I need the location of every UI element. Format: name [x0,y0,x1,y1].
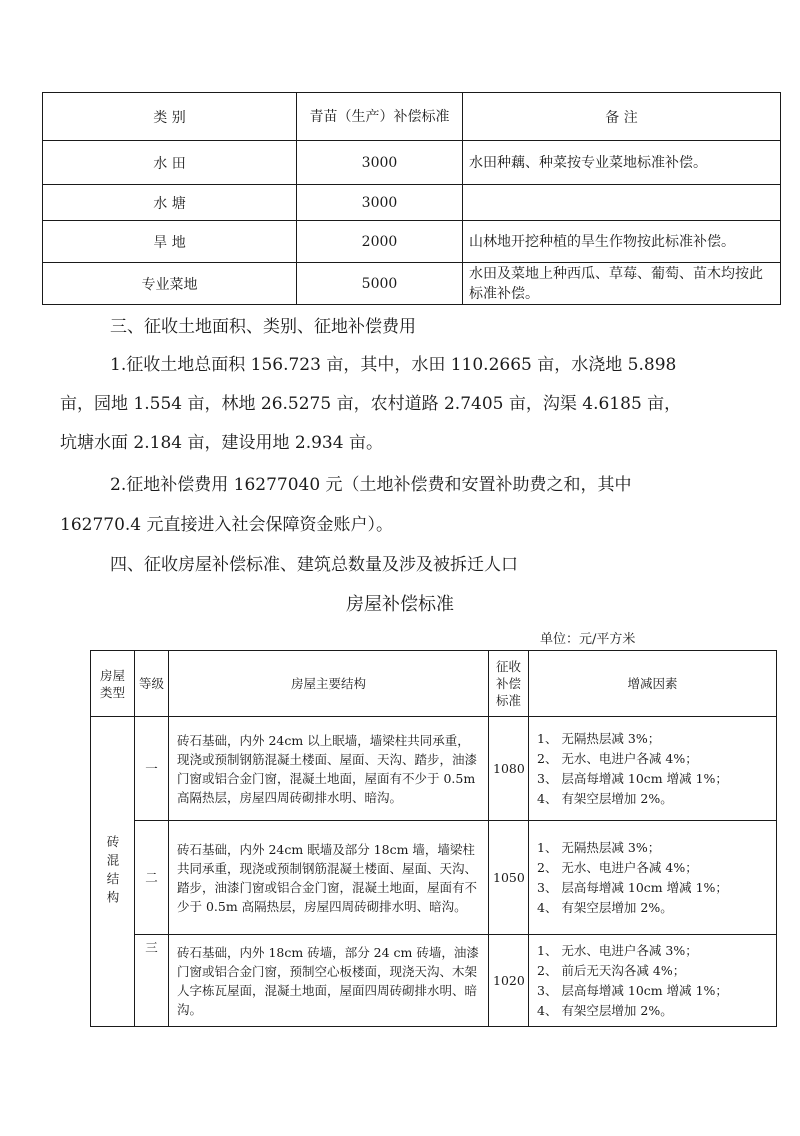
standard-cell: 3000 [297,185,463,221]
house-type-label: 砖混结构 [105,834,120,909]
factor-item: 3、 层高每增减 10cm 增减 1%； [537,982,728,998]
header-category: 类 别 [43,93,297,141]
header-factors: 增减因素 [529,651,777,717]
category-cell: 水 塘 [43,185,297,221]
table-row [91,821,777,935]
factors-cell [529,935,777,1027]
header-standard: 青苗（生产）补偿标准 [297,93,463,141]
section-3-heading: 三、征收土地面积、类别、征地补偿费用 [110,317,416,337]
header-house-type: 房屋类型 [91,651,135,717]
unit-label: 单位：元/平方米 [540,632,636,647]
paragraph-1-line: 1.征收土地总面积 156.723 亩，其中，水田 110.2665 亩，水浇地 5.898 [110,355,677,375]
standard-cell: 1080 [489,717,529,821]
section-4-heading: 四、征收房屋补偿标准、建筑总数量及涉及被拆迁人口 [110,555,518,575]
factor-item: 1、 无隔热层减 3%； [537,730,661,746]
table-header-row [91,651,777,717]
table-row [43,141,781,185]
standard-cell: 1020 [489,935,529,1027]
table-row [43,263,781,305]
factor-item: 3、 层高每增减 10cm 增减 1%； [537,879,728,895]
header-structure: 房屋主要结构 [169,651,489,717]
paragraph-2-line: 2.征地补偿费用 16277040 元（土地补偿费和安置补助费之和，其中 [110,475,632,495]
table-row [91,717,777,821]
table-row [43,185,781,221]
note-cell: 水田种藕、种菜按专业菜地标准补偿。 [463,141,781,185]
factor-item: 1、 无隔热层减 3%； [537,839,661,855]
paragraph-1-line: 亩，园地 1.554 亩，林地 26.5275 亩，农村道路 2.7405 亩，沟渠 4.6185 亩， [60,394,682,414]
factor-item: 2、 前后无天沟各减 4%； [537,962,686,978]
factors-cell [529,717,777,821]
house-type-cell [91,717,135,1027]
header-note: 备 注 [463,93,781,141]
factor-item: 2、 无水、电进户各减 4%； [537,750,698,766]
note-cell: 水田及菜地上种西瓜、草莓、葡萄、苗木均按此标准补偿。 [463,263,781,305]
standard-cell: 5000 [297,263,463,305]
paragraph-2-line: 162770.4 元直接进入社会保障资金账户）。 [60,515,394,535]
grade-cell: 二 [135,821,169,935]
table-header-row [43,93,781,141]
header-grade: 等级 [135,651,169,717]
factor-item: 4、 有架空层增加 2%。 [537,1002,673,1018]
standard-cell: 3000 [297,141,463,185]
structure-cell: 砖石基础，内外 24cm 眠墙及部分 18cm 墙，墙梁柱共同承重，现浇或预制钢筋混凝土楼面、屋面、天沟、踏步，油漆门窗或铝合金门窗，混凝土地面，屋面有不少于 0.5m 高隔热层，房屋四周砖砌排水明、暗沟。 [169,821,489,935]
category-cell: 专业菜地 [43,263,297,305]
factor-item: 4、 有架空层增加 2%。 [537,790,673,806]
house-table-title: 房屋补偿标准 [346,594,454,615]
grade-cell: 三 [135,935,169,1027]
factor-item: 1、 无水、电进户各减 3%； [537,942,698,958]
note-cell [463,185,781,221]
factor-item: 4、 有架空层增加 2%。 [537,899,673,915]
grade-cell: 一 [135,717,169,821]
standard-cell: 2000 [297,221,463,263]
house-compensation-table [90,650,777,1027]
category-cell: 旱 地 [43,221,297,263]
table-row [43,221,781,263]
factor-item: 2、 无水、电进户各减 4%； [537,859,698,875]
structure-cell: 砖石基础，内外 18cm 砖墙，部分 24 cm 砖墙，油漆门窗或铝合金门窗，预制空心板楼面，现浇天沟、木架人字栋瓦屋面，混凝土地面，屋面四周砖砌排水明、暗沟。 [169,935,489,1027]
standard-cell: 1050 [489,821,529,935]
factor-item: 3、 层高每增减 10cm 增减 1%； [537,770,728,786]
paragraph-1-line: 坑塘水面 2.184 亩，建设用地 2.934 亩。 [60,433,383,453]
factors-cell [529,821,777,935]
structure-cell: 砖石基础，内外 24cm 以上眠墙，墙梁柱共同承重，现浇或预制钢筋混凝土楼面、屋面、天沟、踏步，油漆门窗或铝合金门窗，混凝土地面，屋面有不少于 0.5m 高隔热层，房屋四周砖砌排水明、暗沟。 [169,717,489,821]
table-row [91,935,777,1027]
crop-compensation-table [42,92,781,305]
header-standard: 征收补偿标准 [489,651,529,717]
category-cell: 水 田 [43,141,297,185]
note-cell: 山林地开挖种植的旱生作物按此标准补偿。 [463,221,781,263]
